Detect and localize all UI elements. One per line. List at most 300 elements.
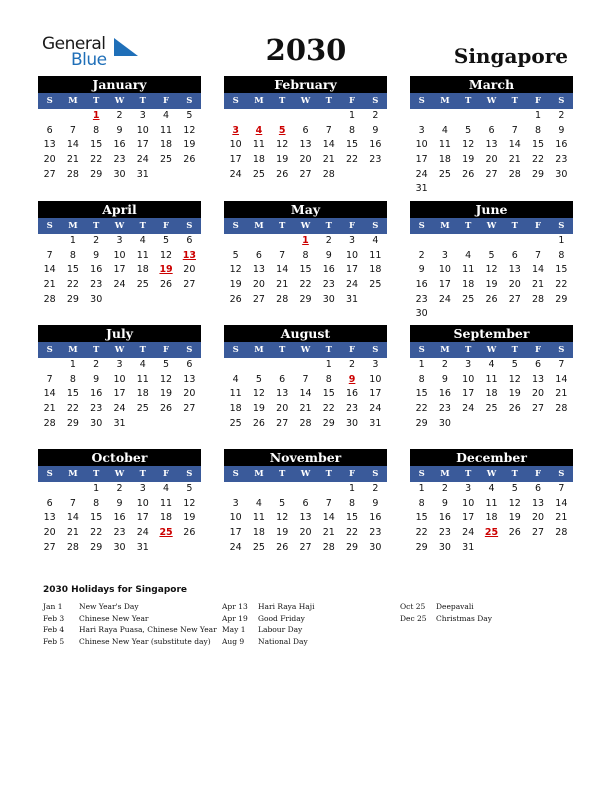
day-cell: 27 (532, 527, 545, 539)
holiday-day-cell: 25 (159, 527, 173, 539)
day-cell: 15 (346, 139, 359, 151)
day-cell: 18 (485, 512, 498, 524)
day-cell: 9 (93, 249, 100, 261)
day-cell: 29 (299, 293, 312, 305)
day-cell: 10 (229, 512, 242, 524)
day-cell: 12 (160, 373, 173, 385)
day-cell: 6 (186, 235, 193, 246)
day-cell: 20 (485, 154, 498, 166)
day-cell: 23 (113, 154, 126, 166)
holiday-name: New Year's Day (79, 602, 139, 611)
holiday-name: Good Friday (258, 613, 305, 623)
day-cell: 10 (438, 264, 451, 276)
day-cell: 25 (438, 168, 451, 180)
day-cell: 18 (252, 527, 265, 539)
country-name: Singapore (453, 44, 568, 68)
holiday-day-cell: 3 (232, 124, 239, 136)
day-cell: 21 (532, 279, 545, 291)
logo-text-general: General (42, 34, 106, 54)
day-cell: 24 (229, 168, 242, 180)
day-cell: 22 (415, 527, 428, 539)
day-cell: 29 (66, 417, 79, 429)
day-cell: 31 (415, 183, 428, 195)
day-cell: 12 (485, 264, 498, 276)
month-title: April (38, 201, 201, 218)
day-cell: 24 (462, 527, 475, 539)
day-cell: 8 (325, 373, 332, 385)
empty-cell (294, 109, 317, 124)
weekday-label: F (535, 96, 542, 106)
day-cell: 23 (415, 293, 428, 305)
weekday-label: F (349, 345, 356, 355)
month-may (224, 201, 387, 307)
holiday-day-cell: 9 (348, 373, 356, 385)
day-cell: 17 (369, 388, 382, 400)
day-cell: 1 (558, 235, 565, 246)
holiday-name: Hari Raya Haji (258, 602, 315, 611)
day-cell: 1 (325, 359, 332, 370)
day-cell: 12 (252, 388, 265, 400)
day-cell: 8 (418, 497, 425, 509)
day-cell: 2 (325, 235, 332, 246)
day-cell: 1 (418, 483, 425, 494)
weekday-label: T (325, 345, 332, 355)
day-cell: 14 (322, 512, 335, 524)
weekday-label: T (279, 345, 286, 355)
weekday-label: F (535, 345, 542, 355)
day-grid (38, 109, 201, 182)
weekday-label: T (139, 96, 146, 106)
day-cell: 7 (325, 124, 332, 136)
day-cell: 9 (372, 497, 379, 509)
day-cell: 14 (322, 139, 335, 151)
day-cell: 15 (66, 264, 79, 276)
day-cell: 23 (369, 154, 382, 166)
day-cell: 8 (418, 373, 425, 385)
day-cell: 25 (462, 293, 475, 305)
day-grid (38, 358, 201, 431)
day-cell: 18 (438, 154, 451, 166)
empty-cell (457, 109, 480, 124)
holiday-name: Christmas Day (436, 613, 492, 623)
day-grid (38, 482, 201, 555)
day-cell: 18 (252, 154, 265, 166)
day-cell: 18 (229, 403, 242, 415)
day-cell: 11 (369, 249, 382, 261)
month-june (410, 201, 573, 322)
day-cell: 21 (322, 154, 335, 166)
day-cell: 17 (113, 388, 126, 400)
day-cell: 24 (229, 541, 242, 553)
day-cell: 3 (418, 124, 425, 136)
day-cell: 17 (229, 527, 242, 539)
weekday-label: W (300, 469, 311, 479)
weekday-header (410, 93, 573, 109)
day-cell: 29 (415, 417, 428, 429)
day-cell: 14 (43, 388, 56, 400)
day-cell: 3 (465, 359, 472, 370)
day-cell: 10 (136, 124, 149, 136)
weekday-header (224, 218, 387, 234)
day-cell: 29 (90, 541, 103, 553)
day-cell: 20 (43, 527, 56, 539)
holiday-name: Chinese New Year (79, 613, 149, 623)
day-cell: 22 (322, 403, 335, 415)
holiday-name: Chinese New Year (substitute day) (79, 636, 211, 646)
day-cell: 21 (555, 388, 568, 400)
day-cell: 7 (558, 483, 565, 494)
day-cell: 29 (555, 293, 568, 305)
day-cell: 3 (441, 249, 448, 261)
day-cell: 24 (415, 168, 428, 180)
day-cell: 9 (441, 497, 448, 509)
day-cell: 9 (558, 124, 565, 136)
day-cell: 26 (485, 293, 498, 305)
weekday-label: S (186, 96, 193, 106)
month-title: September (410, 325, 573, 342)
month-october (38, 449, 201, 555)
day-cell: 24 (346, 279, 359, 291)
weekday-label: T (279, 221, 286, 231)
weekday-label: T (511, 345, 518, 355)
day-cell: 6 (46, 124, 53, 136)
holiday-date: Oct 25 (400, 602, 426, 611)
day-cell: 6 (535, 483, 542, 494)
weekday-label: W (486, 96, 497, 106)
day-cell: 25 (252, 168, 265, 180)
day-grid (224, 358, 387, 431)
day-grid (38, 234, 201, 307)
day-cell: 26 (462, 168, 475, 180)
day-cell: 17 (136, 139, 149, 151)
weekday-label: S (558, 345, 565, 355)
day-cell: 5 (232, 249, 239, 261)
day-grid (410, 109, 573, 197)
day-cell: 13 (252, 264, 265, 276)
day-cell: 26 (252, 417, 265, 429)
weekday-label: T (511, 221, 518, 231)
day-cell: 13 (43, 512, 56, 524)
day-cell: 24 (113, 403, 126, 415)
holiday-item (222, 636, 315, 648)
holiday-item (400, 613, 492, 625)
holiday-date: Feb 5 (43, 636, 65, 646)
day-cell: 11 (252, 139, 265, 151)
day-cell: 6 (302, 497, 309, 509)
day-cell: 6 (302, 124, 309, 136)
day-cell: 10 (113, 373, 126, 385)
holiday-day-cell: 25 (484, 527, 499, 539)
weekday-label: T (325, 469, 332, 479)
month-february (224, 76, 387, 182)
day-cell: 1 (535, 110, 542, 121)
empty-cell (38, 482, 61, 497)
day-cell: 23 (90, 279, 103, 291)
day-cell: 20 (532, 388, 545, 400)
day-cell: 8 (558, 249, 565, 261)
day-cell: 4 (372, 235, 379, 246)
day-cell: 1 (349, 483, 356, 494)
weekday-label: M (440, 96, 450, 106)
day-cell: 4 (488, 359, 495, 370)
day-cell: 12 (183, 124, 196, 136)
weekday-label: M (68, 221, 78, 231)
day-cell: 5 (465, 124, 472, 136)
day-cell: 21 (299, 403, 312, 415)
weekday-label: M (68, 345, 78, 355)
day-cell: 13 (183, 373, 196, 385)
day-cell: 7 (279, 249, 286, 261)
day-grid (224, 234, 387, 307)
day-cell: 29 (346, 541, 359, 553)
day-cell: 26 (508, 403, 521, 415)
day-cell: 5 (511, 483, 518, 494)
empty-cell (271, 234, 294, 249)
weekday-header (410, 218, 573, 234)
day-cell: 3 (465, 483, 472, 494)
weekday-label: S (418, 221, 425, 231)
day-cell: 28 (43, 417, 56, 429)
day-cell: 28 (322, 168, 335, 180)
day-cell: 19 (276, 527, 289, 539)
weekday-label: F (535, 221, 542, 231)
day-cell: 19 (508, 512, 521, 524)
weekday-label: S (418, 469, 425, 479)
day-cell: 2 (372, 483, 379, 494)
day-cell: 5 (511, 359, 518, 370)
day-cell: 21 (508, 154, 521, 166)
month-title: December (410, 449, 573, 466)
day-cell: 29 (415, 541, 428, 553)
day-cell: 26 (160, 279, 173, 291)
day-cell: 3 (139, 483, 146, 494)
month-august (224, 325, 387, 431)
weekday-label: T (325, 96, 332, 106)
day-cell: 20 (183, 264, 196, 276)
day-cell: 6 (279, 373, 286, 385)
weekday-label: S (558, 221, 565, 231)
day-cell: 7 (46, 373, 53, 385)
weekday-header (38, 218, 201, 234)
day-cell: 14 (555, 373, 568, 385)
day-cell: 10 (369, 373, 382, 385)
day-cell: 15 (66, 388, 79, 400)
holiday-item (43, 601, 217, 613)
day-cell: 28 (276, 293, 289, 305)
day-cell: 9 (116, 124, 123, 136)
day-cell: 21 (276, 279, 289, 291)
weekday-label: W (300, 345, 311, 355)
weekday-label: S (418, 345, 425, 355)
day-cell: 7 (46, 249, 53, 261)
day-cell: 13 (532, 373, 545, 385)
empty-cell (61, 109, 84, 124)
day-cell: 6 (488, 124, 495, 136)
day-cell: 27 (532, 403, 545, 415)
day-cell: 20 (532, 512, 545, 524)
day-cell: 14 (508, 139, 521, 151)
day-cell: 26 (183, 527, 196, 539)
weekday-label: W (114, 96, 125, 106)
day-cell: 8 (349, 497, 356, 509)
holiday-item (222, 601, 315, 613)
day-cell: 24 (136, 527, 149, 539)
empty-cell (38, 358, 61, 373)
day-cell: 11 (485, 497, 498, 509)
weekday-label: S (46, 345, 53, 355)
day-cell: 22 (346, 154, 359, 166)
weekday-label: T (93, 96, 100, 106)
weekday-label: M (440, 469, 450, 479)
holiday-column (222, 601, 315, 647)
day-cell: 26 (160, 403, 173, 415)
holiday-date: Jan 1 (43, 602, 63, 611)
day-cell: 25 (485, 403, 498, 415)
day-cell: 18 (160, 139, 173, 151)
holiday-name: National Day (258, 636, 308, 646)
weekday-label: W (114, 469, 125, 479)
day-cell: 2 (93, 235, 100, 246)
holiday-column (43, 601, 217, 647)
day-cell: 21 (43, 403, 56, 415)
day-cell: 20 (299, 154, 312, 166)
day-cell: 27 (183, 403, 196, 415)
empty-cell (224, 234, 247, 249)
day-cell: 19 (229, 279, 242, 291)
day-cell: 31 (113, 417, 126, 429)
empty-cell (247, 358, 270, 373)
day-cell: 16 (346, 388, 359, 400)
day-cell: 7 (558, 359, 565, 370)
empty-cell (480, 109, 503, 124)
empty-cell (433, 234, 456, 249)
day-cell: 15 (415, 512, 428, 524)
day-cell: 4 (232, 373, 239, 385)
empty-cell (271, 109, 294, 124)
day-cell: 28 (322, 541, 335, 553)
calendar-year: 2030 (265, 33, 347, 67)
holiday-day-cell: 19 (159, 264, 173, 276)
day-cell: 19 (252, 403, 265, 415)
month-title: January (38, 76, 201, 93)
day-cell: 11 (229, 388, 242, 400)
day-cell: 14 (555, 497, 568, 509)
weekday-label: T (511, 96, 518, 106)
empty-cell (503, 234, 526, 249)
day-cell: 18 (369, 264, 382, 276)
day-cell: 17 (462, 512, 475, 524)
day-cell: 12 (508, 497, 521, 509)
day-cell: 9 (116, 497, 123, 509)
weekday-label: T (139, 221, 146, 231)
day-cell: 24 (438, 293, 451, 305)
day-cell: 14 (532, 264, 545, 276)
day-cell: 9 (372, 124, 379, 136)
day-cell: 25 (369, 279, 382, 291)
empty-cell (317, 109, 340, 124)
weekday-header (38, 93, 201, 109)
day-cell: 12 (183, 497, 196, 509)
day-cell: 28 (66, 541, 79, 553)
day-cell: 16 (555, 139, 568, 151)
weekday-label: T (465, 345, 472, 355)
day-cell: 1 (349, 110, 356, 121)
day-cell: 21 (322, 527, 335, 539)
day-cell: 4 (163, 483, 170, 494)
day-cell: 23 (322, 279, 335, 291)
day-cell: 6 (186, 359, 193, 370)
day-cell: 24 (136, 154, 149, 166)
weekday-label: M (254, 469, 264, 479)
empty-cell (317, 482, 340, 497)
weekday-label: S (46, 469, 53, 479)
day-cell: 27 (299, 168, 312, 180)
day-cell: 20 (508, 279, 521, 291)
day-cell: 16 (438, 512, 451, 524)
day-cell: 14 (66, 512, 79, 524)
day-cell: 1 (418, 359, 425, 370)
month-title: August (224, 325, 387, 342)
day-cell: 1 (69, 359, 76, 370)
day-cell: 20 (183, 388, 196, 400)
day-cell: 30 (90, 293, 103, 305)
weekday-label: T (279, 469, 286, 479)
day-cell: 22 (66, 403, 79, 415)
day-cell: 17 (438, 279, 451, 291)
weekday-label: S (372, 469, 379, 479)
holiday-name: Deepavali (436, 602, 474, 611)
holiday-item (222, 624, 315, 636)
day-cell: 31 (462, 541, 475, 553)
day-cell: 15 (346, 512, 359, 524)
weekday-label: S (418, 96, 425, 106)
day-cell: 20 (299, 527, 312, 539)
day-cell: 27 (43, 541, 56, 553)
day-cell: 11 (136, 249, 149, 261)
weekday-label: T (93, 469, 100, 479)
weekday-label: M (440, 345, 450, 355)
empty-cell (38, 234, 61, 249)
day-cell: 5 (163, 359, 170, 370)
day-cell: 4 (441, 124, 448, 136)
day-cell: 15 (299, 264, 312, 276)
holiday-item (43, 613, 217, 625)
day-cell: 23 (438, 403, 451, 415)
month-january (38, 76, 201, 182)
day-cell: 7 (511, 124, 518, 136)
day-cell: 30 (438, 541, 451, 553)
day-cell: 13 (508, 264, 521, 276)
weekday-label: S (372, 221, 379, 231)
day-cell: 4 (488, 483, 495, 494)
day-cell: 21 (66, 154, 79, 166)
holiday-date: Aug 9 (222, 636, 245, 646)
day-cell: 12 (160, 249, 173, 261)
day-cell: 16 (369, 139, 382, 151)
day-cell: 17 (136, 512, 149, 524)
day-cell: 10 (229, 139, 242, 151)
day-cell: 8 (69, 249, 76, 261)
day-cell: 29 (66, 293, 79, 305)
day-cell: 27 (485, 168, 498, 180)
weekday-label: W (114, 221, 125, 231)
day-cell: 5 (163, 235, 170, 246)
weekday-label: F (349, 469, 356, 479)
weekday-header (410, 342, 573, 358)
day-cell: 8 (302, 249, 309, 261)
day-cell: 22 (66, 279, 79, 291)
day-cell: 15 (90, 512, 103, 524)
